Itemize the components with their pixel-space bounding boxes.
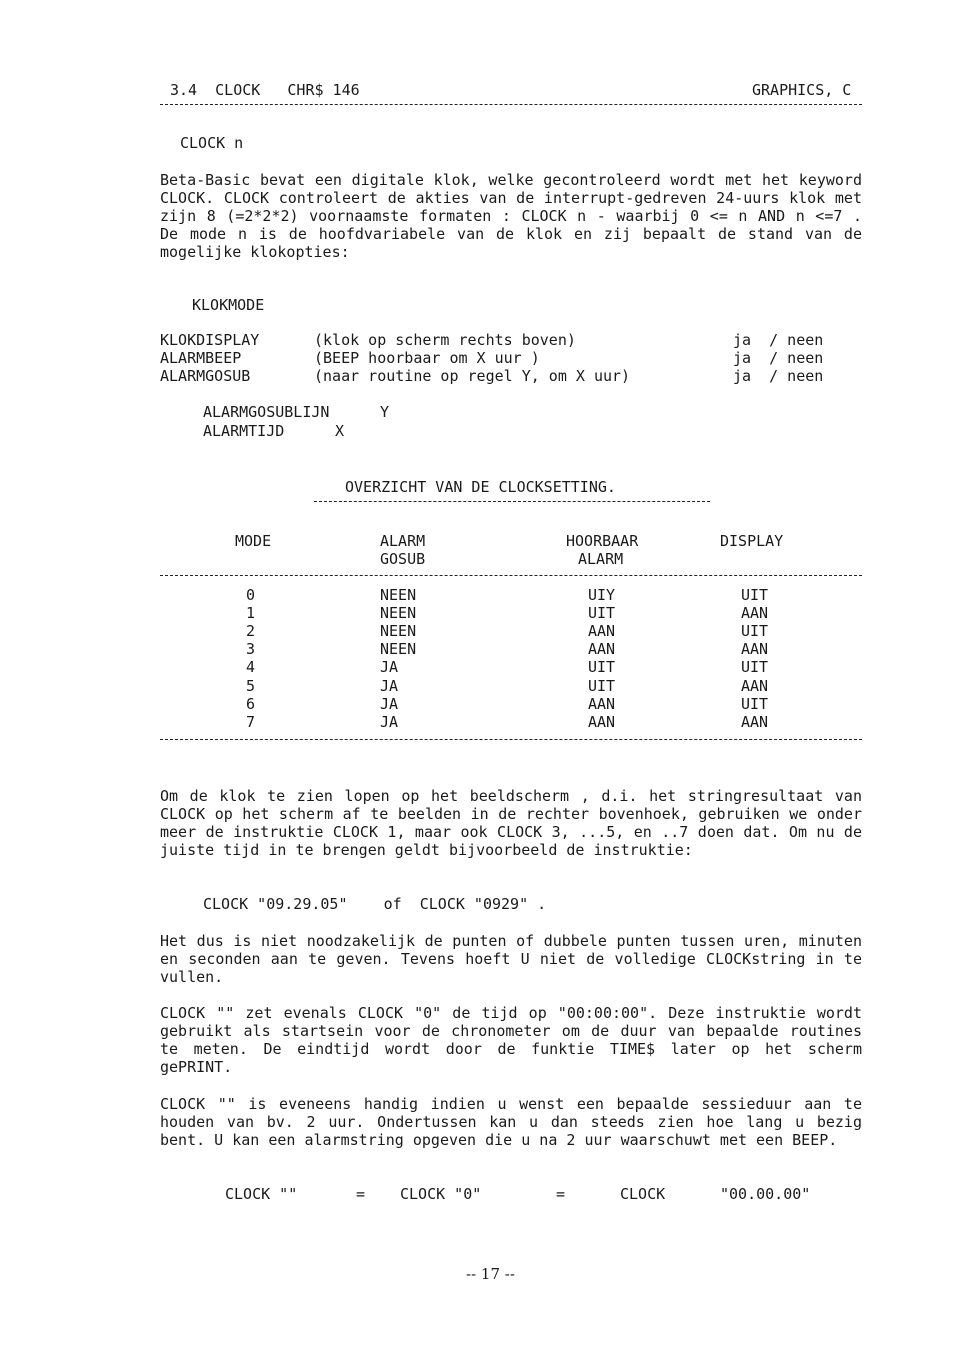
paragraph-chronometer: CLOCK "" zet evenals CLOCK "0" de tijd op "00:00:00". Deze instruktie wordt gebruikt als startsein voor de chronometer om de duur van bepaalde routines te meten. De eindtijd wordt door de funktie TIME$ later op het scherm gePRINT. <box>160 1004 862 1076</box>
option-value: ja / neen <box>733 349 824 367</box>
alarm-var-value: X <box>335 422 345 440</box>
column-header-mode: MODE <box>235 532 272 550</box>
table-header-divider <box>160 575 862 576</box>
example-instruction: CLOCK "09.29.05" of CLOCK "0929" . <box>203 895 547 913</box>
equivalence-eq-1: = <box>356 1185 366 1203</box>
cell-display: AAN <box>741 640 769 658</box>
column-header-alarm-gosub: ALARM <box>380 532 426 550</box>
column-header-hoorbaar: ALARM <box>578 550 624 568</box>
header-left: 3.4 CLOCK CHR$ 146 <box>170 81 360 99</box>
table-title-underline <box>314 501 710 502</box>
alarm-var-value: Y <box>380 403 390 421</box>
option-value: ja / neen <box>733 331 824 349</box>
alarm-var-name: ALARMGOSUBLIJN <box>203 403 330 421</box>
cell-mode: 1 <box>246 604 256 622</box>
option-desc: (klok op scherm rechts boven) <box>314 331 576 349</box>
option-value: ja / neen <box>733 367 824 385</box>
table-title: OVERZICHT VAN DE CLOCKSETTING. <box>345 478 616 496</box>
equivalence-c: CLOCK <box>620 1185 666 1203</box>
cell-display: AAN <box>741 713 769 731</box>
cell-display: UIT <box>741 622 769 640</box>
cell-hoorbaar: AAN <box>588 695 616 713</box>
intro-paragraph: Beta-Basic bevat een digitale klok, welke gecontroleerd wordt met het keyword CLOCK. CLOCK controleert de akties van de interrupt-gedreven 24-uurs klok met zijn 8 (=2*2*2) voornaamste formaten : CLOCK n - waarbij 0 <= n AND n <=7 . De mode n is de hoofdvariabele van de klok en zij bepaalt de stand van de mogelijke klokopties: <box>160 171 862 261</box>
cell-gosub: NEEN <box>380 586 417 604</box>
cell-display: UIT <box>741 658 769 676</box>
klokmode-label: KLOKMODE <box>192 296 265 314</box>
cell-hoorbaar: AAN <box>588 640 616 658</box>
header-right: GRAPHICS, C <box>752 81 852 99</box>
option-desc: (BEEP hoorbaar om X uur ) <box>314 349 540 367</box>
header-divider <box>160 104 862 105</box>
paragraph-separators: Het dus is niet noodzakelijk de punten of dubbele punten tussen uren, minuten en seconden aan te geven. Tevens hoeft U niet de volledige CLOCKstring in te vullen. <box>160 932 862 986</box>
option-name: ALARMBEEP <box>160 349 242 367</box>
section-heading: CLOCK n <box>180 134 244 152</box>
column-header-hoorbaar: HOORBAAR <box>566 532 639 550</box>
cell-mode: 3 <box>246 640 256 658</box>
cell-hoorbaar: UIT <box>588 604 616 622</box>
option-desc: (naar routine op regel Y, om X uur) <box>314 367 631 385</box>
table-bottom-divider <box>160 739 862 740</box>
page-number: -- 17 -- <box>466 1265 515 1283</box>
cell-mode: 7 <box>246 713 256 731</box>
cell-mode: 2 <box>246 622 256 640</box>
cell-gosub: JA <box>380 677 399 695</box>
cell-mode: 4 <box>246 658 256 676</box>
cell-hoorbaar: AAN <box>588 713 616 731</box>
cell-hoorbaar: UIT <box>588 677 616 695</box>
cell-mode: 5 <box>246 677 256 695</box>
paragraph-session: CLOCK "" is eveneens handig indien u wenst een bepaalde sessieduur aan te houden van bv. 2 uur. Ondertussen kan u dan steeds zien hoe lang u bezig bent. U kan een alarmstring opgeven die u na 2 uur waarschuwt met een BEEP. <box>160 1095 862 1149</box>
cell-hoorbaar: AAN <box>588 622 616 640</box>
cell-display: AAN <box>741 604 769 622</box>
cell-display: UIT <box>741 586 769 604</box>
equivalence-d: "00.00.00" <box>720 1185 811 1203</box>
cell-hoorbaar: UIT <box>588 658 616 676</box>
cell-mode: 6 <box>246 695 256 713</box>
cell-display: AAN <box>741 677 769 695</box>
alarm-var-name: ALARMTIJD <box>203 422 285 440</box>
option-name: KLOKDISPLAY <box>160 331 260 349</box>
cell-gosub: JA <box>380 658 399 676</box>
cell-gosub: NEEN <box>380 604 417 622</box>
cell-display: UIT <box>741 695 769 713</box>
cell-gosub: JA <box>380 713 399 731</box>
equivalence-a: CLOCK "" <box>225 1185 298 1203</box>
column-header-display: DISPLAY <box>720 532 784 550</box>
option-name: ALARMGOSUB <box>160 367 251 385</box>
cell-gosub: NEEN <box>380 622 417 640</box>
equivalence-eq-2: = <box>556 1185 566 1203</box>
equivalence-b: CLOCK "0" <box>400 1185 482 1203</box>
cell-gosub: JA <box>380 695 399 713</box>
cell-gosub: NEEN <box>380 640 417 658</box>
column-header-alarm-gosub: GOSUB <box>380 550 426 568</box>
paragraph-clock-display: Om de klok te zien lopen op het beeldscherm , d.i. het stringresultaat van CLOCK op het scherm af te beelden in de rechter bovenhoek, gebruiken we onder meer de instruktie CLOCK 1, maar ook CLOCK 3, ...5, en ..7 doen dat. Om nu de juiste tijd in te brengen geldt bijvoorbeeld de instruktie: <box>160 787 862 859</box>
cell-mode: 0 <box>246 586 256 604</box>
cell-hoorbaar: UIY <box>588 586 616 604</box>
